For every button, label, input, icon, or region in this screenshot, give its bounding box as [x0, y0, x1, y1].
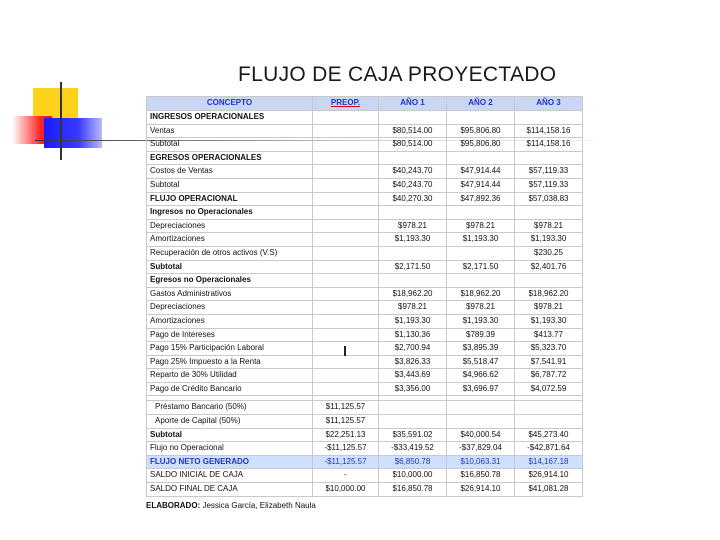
cell-preop	[313, 219, 379, 233]
table-row	[147, 382, 583, 396]
cell-preop	[313, 260, 379, 274]
cell-year-1: $2,700.94	[379, 342, 447, 356]
table-row	[147, 415, 583, 429]
cell-year-1	[379, 415, 447, 429]
cell-year-2	[447, 206, 515, 220]
cell-preop	[313, 192, 379, 206]
table-row	[147, 111, 583, 125]
cell-year-1: $3,356.00	[379, 382, 447, 396]
cell-concepto: Pago de Intereses	[147, 328, 313, 342]
cell-concepto: INGRESOS OPERACIONALES	[147, 111, 313, 125]
cell-concepto: Costos de Ventas	[147, 165, 313, 179]
slide-title: FLUJO DE CAJA PROYECTADO	[238, 63, 557, 86]
cell-year-3: $4,072.59	[515, 382, 583, 396]
cell-year-1: $80,514.00	[379, 138, 447, 152]
cell-preop	[313, 124, 379, 138]
cell-concepto: Subtotal	[147, 178, 313, 192]
cell-concepto: Pago 25% Impuesto a la Renta	[147, 355, 313, 369]
cell-concepto: Depreciaciones	[147, 219, 313, 233]
cell-year-1	[379, 151, 447, 165]
cell-year-3: $1,193.30	[515, 314, 583, 328]
table-row	[147, 233, 583, 247]
cell-year-3: $6,787.72	[515, 369, 583, 383]
cell-concepto: Egresos no Operacionales	[147, 274, 313, 288]
cell-year-2: $978.21	[447, 301, 515, 315]
cell-year-1: $40,243.70	[379, 178, 447, 192]
cell-year-3: $14,167.18	[515, 455, 583, 469]
cell-year-1: $40,243.70	[379, 165, 447, 179]
cell-year-2	[447, 415, 515, 429]
cell-year-1: $16,850.78	[379, 483, 447, 497]
cell-preop	[313, 138, 379, 152]
cell-preop	[313, 328, 379, 342]
table-row	[147, 355, 583, 369]
cell-preop	[313, 151, 379, 165]
table-row	[147, 314, 583, 328]
cell-concepto: SALDO FINAL DE CAJA	[147, 483, 313, 497]
cell-year-1	[379, 401, 447, 415]
cell-year-1: $10,000.00	[379, 469, 447, 483]
table-row	[147, 260, 583, 274]
cell-year-3	[515, 401, 583, 415]
table-row	[147, 328, 583, 342]
cell-year-2: $1,193.30	[447, 233, 515, 247]
table-row	[147, 469, 583, 483]
cell-preop: -	[313, 469, 379, 483]
cell-year-1: $80,514.00	[379, 124, 447, 138]
cell-year-1: $18,962.20	[379, 287, 447, 301]
cell-concepto: Préstamo Bancario (50%)	[147, 401, 313, 415]
table-row	[147, 192, 583, 206]
cell-year-3	[515, 415, 583, 429]
table-row	[147, 342, 583, 356]
cell-year-1: $35,591.02	[379, 428, 447, 442]
cell-concepto: Amortizaciones	[147, 233, 313, 247]
cell-year-1	[379, 111, 447, 125]
header-year-3: AÑO 3	[515, 97, 583, 111]
table-row	[147, 428, 583, 442]
cell-year-3: $978.21	[515, 219, 583, 233]
cell-year-1: $3,443.69	[379, 369, 447, 383]
cell-concepto: Amortizaciones	[147, 314, 313, 328]
cell-year-2: $789.39	[447, 328, 515, 342]
cash-flow-table-container	[146, 96, 582, 497]
cell-year-1: $978.21	[379, 219, 447, 233]
cell-year-3: -$42,871.64	[515, 442, 583, 456]
cell-year-2: -$37,829.04	[447, 442, 515, 456]
cell-preop	[313, 246, 379, 260]
cell-concepto: Subtotal	[147, 428, 313, 442]
cell-concepto: Subtotal	[147, 138, 313, 152]
cell-concepto: FLUJO NETO GENERADO	[147, 455, 313, 469]
cell-year-2	[447, 151, 515, 165]
cell-year-1: $40,270.30	[379, 192, 447, 206]
cell-year-2: $16,850.78	[447, 469, 515, 483]
cell-year-3: $41,081.28	[515, 483, 583, 497]
cell-preop	[313, 382, 379, 396]
cell-year-3: $7,541.91	[515, 355, 583, 369]
cell-concepto: Subtotal	[147, 260, 313, 274]
cell-year-1: -$33,419.52	[379, 442, 447, 456]
table-row	[147, 455, 583, 469]
cell-concepto: Reparto de 30% Utilidad	[147, 369, 313, 383]
table-row	[147, 138, 583, 152]
table-row	[147, 287, 583, 301]
decorative-blue-bar	[44, 118, 102, 148]
cell-year-2: $95,806.80	[447, 124, 515, 138]
cell-year-2: $47,914.44	[447, 178, 515, 192]
cell-year-3: $57,038.83	[515, 192, 583, 206]
cell-concepto: Ventas	[147, 124, 313, 138]
table-row	[147, 301, 583, 315]
table-row	[147, 274, 583, 288]
cell-year-2: $18,962.20	[447, 287, 515, 301]
cell-concepto: Pago de Crédito Bancario	[147, 382, 313, 396]
header-preop: PREOP.	[313, 97, 379, 111]
table-row	[147, 442, 583, 456]
cell-year-3: $57,119.33	[515, 165, 583, 179]
cell-preop: -$11,125.57	[313, 455, 379, 469]
cell-year-3: $230.25	[515, 246, 583, 260]
header-year-1: AÑO 1	[379, 97, 447, 111]
cell-year-1: $1,130.36	[379, 328, 447, 342]
cell-year-3: $114,158.16	[515, 124, 583, 138]
cell-year-1: $1,193.30	[379, 233, 447, 247]
cell-concepto: Gastos Administrativos	[147, 287, 313, 301]
cell-year-3: $5,323.70	[515, 342, 583, 356]
cell-preop: -$11,125.57	[313, 442, 379, 456]
cell-year-2: $26,914.10	[447, 483, 515, 497]
table-row	[147, 151, 583, 165]
cell-concepto: Ingresos no Operacionales	[147, 206, 313, 220]
cell-preop: $11,125.57	[313, 401, 379, 415]
cell-year-1: $3,826.33	[379, 355, 447, 369]
cell-year-3	[515, 111, 583, 125]
cell-preop	[313, 369, 379, 383]
cell-preop: $22,251.13	[313, 428, 379, 442]
cell-preop	[313, 314, 379, 328]
cell-year-2: $40,000.54	[447, 428, 515, 442]
cell-preop	[313, 301, 379, 315]
cell-year-1	[379, 246, 447, 260]
table-row	[147, 219, 583, 233]
cell-year-2: $2,171.50	[447, 260, 515, 274]
decorative-vertical-line	[60, 82, 62, 160]
table-row	[147, 369, 583, 383]
cell-year-1: $978.21	[379, 301, 447, 315]
cell-preop	[313, 178, 379, 192]
cell-concepto: Recuperación de otros activos (V.S)	[147, 246, 313, 260]
cell-year-2: $95,806.80	[447, 138, 515, 152]
cell-preop	[313, 206, 379, 220]
table-row	[147, 206, 583, 220]
cell-year-3: $1,193.30	[515, 233, 583, 247]
cell-concepto: EGRESOS OPERACIONALES	[147, 151, 313, 165]
author-names: Jessica García, Elizabeth Naula	[202, 501, 316, 510]
cell-year-3: $18,962.20	[515, 287, 583, 301]
cell-year-1: $6,850.78	[379, 455, 447, 469]
cell-year-2	[447, 246, 515, 260]
table-row	[147, 246, 583, 260]
cell-year-1: $1,193.30	[379, 314, 447, 328]
cell-year-1	[379, 206, 447, 220]
cell-year-2	[447, 274, 515, 288]
text-cursor-icon	[344, 346, 346, 356]
cell-year-3: $45,273.40	[515, 428, 583, 442]
cell-concepto: FLUJO OPERACIONAL	[147, 192, 313, 206]
cell-year-2: $3,696.97	[447, 382, 515, 396]
cell-year-3: $978.21	[515, 301, 583, 315]
cell-year-3	[515, 151, 583, 165]
cell-year-2: $4,966.62	[447, 369, 515, 383]
cell-year-1: $2,171.50	[379, 260, 447, 274]
cell-concepto: Pago 15% Participación Laboral	[147, 342, 313, 356]
cell-concepto: Aporte de Capital (50%)	[147, 415, 313, 429]
cell-year-2: $978.21	[447, 219, 515, 233]
cell-year-3: $2,401.76	[515, 260, 583, 274]
cell-preop: $11,125.57	[313, 415, 379, 429]
cell-year-3: $413.77	[515, 328, 583, 342]
header-concepto: CONCEPTO	[147, 97, 313, 111]
cell-year-1	[379, 274, 447, 288]
cell-year-2	[447, 401, 515, 415]
table-row	[147, 165, 583, 179]
cell-preop	[313, 274, 379, 288]
cell-preop	[313, 355, 379, 369]
cell-year-2	[447, 111, 515, 125]
author-credit	[146, 501, 316, 510]
table-body	[147, 111, 583, 497]
table-row	[147, 401, 583, 415]
cell-year-3	[515, 206, 583, 220]
cell-year-3: $114,158.16	[515, 138, 583, 152]
table-header-row	[147, 97, 583, 111]
cell-year-2: $10,063.31	[447, 455, 515, 469]
cell-year-2: $3,895.39	[447, 342, 515, 356]
table-row	[147, 124, 583, 138]
header-year-2: AÑO 2	[447, 97, 515, 111]
cell-preop	[313, 111, 379, 125]
table-row	[147, 178, 583, 192]
author-label: ELABORADO:	[146, 501, 201, 510]
cell-year-3: $26,914.10	[515, 469, 583, 483]
cell-year-2: $5,518.47	[447, 355, 515, 369]
cell-preop	[313, 287, 379, 301]
cell-year-2: $47,892.36	[447, 192, 515, 206]
cell-concepto: Depreciaciones	[147, 301, 313, 315]
cell-preop: $10,000.00	[313, 483, 379, 497]
cell-preop	[313, 165, 379, 179]
cell-preop	[313, 233, 379, 247]
cell-year-3: $57,119.33	[515, 178, 583, 192]
cell-year-2: $47,914.44	[447, 165, 515, 179]
cash-flow-table	[146, 96, 583, 497]
table-row	[147, 483, 583, 497]
cell-concepto: Flujo no Operacional	[147, 442, 313, 456]
cell-year-3	[515, 274, 583, 288]
cell-concepto: SALDO INICIAL DE CAJA	[147, 469, 313, 483]
cell-year-2: $1,193.30	[447, 314, 515, 328]
